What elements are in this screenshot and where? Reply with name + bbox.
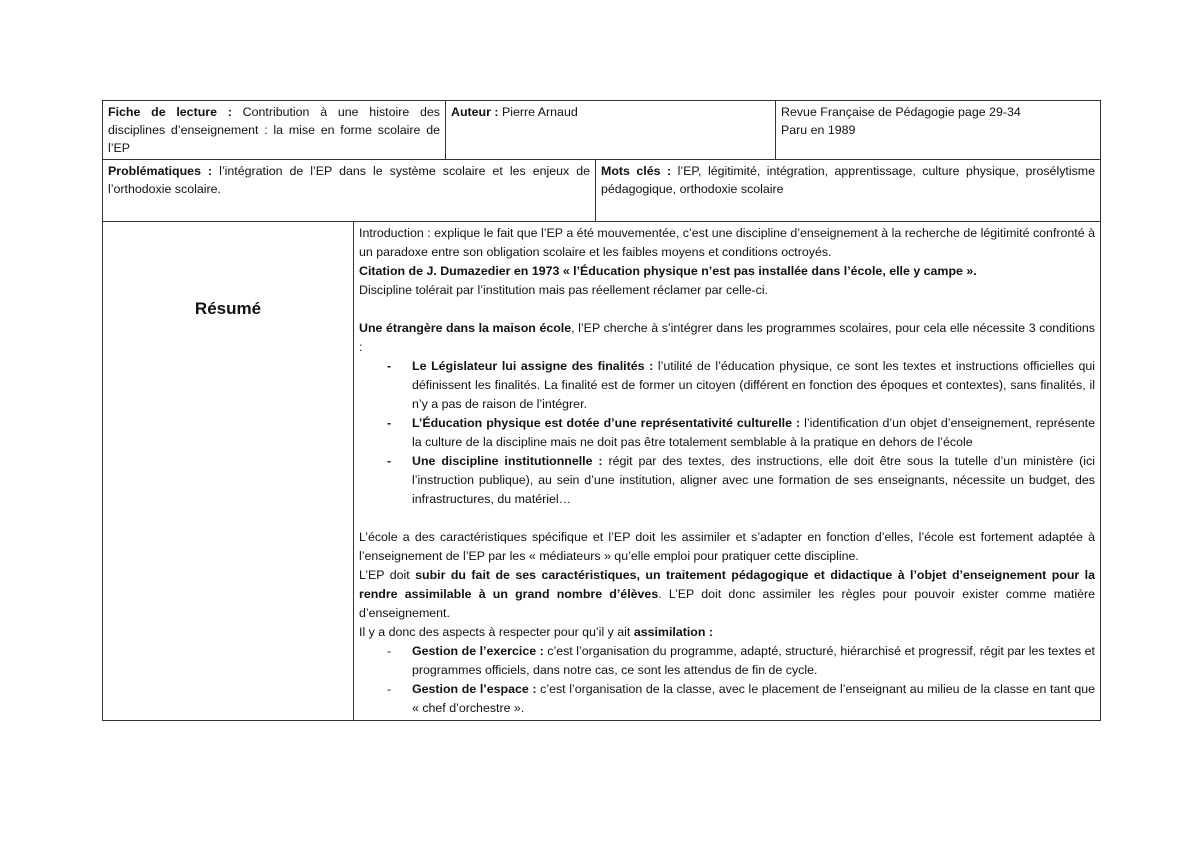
problematiques-text: l’intégration de l’EP dans le système scolaire et les enjeux de l’orthodoxie scolaire. [108, 164, 590, 196]
summary-row [103, 222, 1101, 721]
resume-label-cell [103, 222, 354, 721]
fiche-cell [103, 101, 446, 160]
discipline-text: Discipline tolérait par l’institution mais pas réellement réclamer par celle-ci. [359, 283, 769, 297]
header-row [103, 101, 1101, 160]
list-item [412, 357, 1095, 414]
reading-sheet-table [102, 100, 1101, 721]
aspect-heading: Gestion de l’exercice : [412, 644, 544, 658]
aspect-heading: Gestion de l’espace : [412, 682, 537, 696]
aspects-bold: assimilation : [633, 625, 713, 639]
etrangere-paragraph [359, 319, 1095, 357]
ecole-paragraph: L’école a des caractéristiques spécifique et l’EP doit les assimiler et s’adapter en fonction d’elles, l’école est fortement adaptée à l’enseignement de l’EP par les « médiateurs » qu’elle emploi pour pratiquer cette discipline. [359, 530, 1096, 563]
subir-bold: subir du fait de ses caractéristiques, un traitement pédagogique et didactique à l’objet d’enseignement pour la rendre assimilable à un grand nombre d’élèves [359, 568, 1096, 601]
list-item [412, 414, 1095, 452]
aspect-text: c’est l’organisation du programme, adapté, structuré, hiérarchisé et progressif, régit par les textes et programmes officiels, dans notre cas, ce sont les attendus de fin de cycle. [412, 644, 1095, 677]
fiche-text: Contribution à une histoire des disciplines d’enseignement : la mise en forme scolaire de l’EP [108, 105, 441, 155]
list-item [412, 680, 1095, 718]
citation-text: Citation de J. Dumazedier en 1973 « l’Éducation physique n’est pas installée dans l’école, elle y campe ». [359, 264, 977, 278]
condition-text: régit par des textes, des instructions, elle doit être sous la tutelle d’un ministère (ici l’instruction publique), au sein d’une institution, aligner avec une formation de ses enseignants, nécessite un budget, des infrastructures, du matériel… [412, 454, 1096, 506]
aspects-list [359, 642, 1095, 718]
motscles-cell [596, 160, 1101, 222]
auteur-cell [446, 101, 776, 160]
condition-heading: L’Éducation physique est dotée d’une représentativité culturelle : [412, 416, 801, 430]
problematics-row [103, 160, 1101, 222]
aspect-text: c’est l’organisation de la classe, avec le placement de l’enseignant au milieu de la classe en tant que « chef d’orchestre ». [412, 682, 1096, 715]
resume-title: Résumé [194, 299, 262, 318]
condition-heading: Une discipline institutionnelle : [412, 454, 603, 468]
auteur-label: Auteur : [451, 105, 499, 119]
aspects-paragraph [359, 623, 1095, 642]
subir-paragraph [359, 566, 1095, 623]
etrangere-text: , l’EP cherche à s’intégrer dans les programmes scolaires, pour cela elle nécessite 3 conditions : [359, 321, 1095, 354]
aspects-prefix: Il y a donc des aspects à respecter pour qu’il y ait [359, 625, 634, 639]
problematiques-label: Problématiques : [108, 164, 213, 178]
conditions-list [359, 357, 1095, 509]
condition-text: l’identification d’un objet d’enseignement, représente la culture de la discipline mais ne doit pas être totalement semblable à la pratique en dehors de l’école [412, 416, 1096, 449]
motscles-label: Mots clés : [601, 164, 672, 178]
etrangere-heading: Une étrangère dans la maison école [359, 321, 572, 335]
auteur-value: Pierre Arnaud [501, 105, 578, 119]
condition-heading: Le Législateur lui assigne des finalités : [412, 359, 654, 373]
list-item [412, 452, 1095, 509]
condition-text: l’utilité de l’éducation physique, ce sont les textes et instructions officielles qui définissent les finalités. La finalité est de former un citoyen (différent en fonction des époques et contextes), sans finalités, il n’y a pas de raison de l’intégrer. [412, 359, 1096, 411]
problematiques-cell [103, 160, 596, 222]
list-item [412, 642, 1095, 680]
summary-cell [354, 222, 1101, 721]
reading-sheet [102, 100, 1100, 721]
motscles-text: l’EP, légitimité, intégration, apprentissage, culture physique, prosélytisme pédagogique, orthodoxie scolaire [601, 164, 1096, 196]
intro-paragraph: Introduction : explique le fait que l’EP a été mouvementée, c’est une discipline d’enseignement à la recherche de légitimité confronté à un paradoxe entre son obligation scolaire et les faibles moyens et conditions octroyés. [359, 226, 1096, 259]
revue-line2: Paru en 1989 [781, 123, 856, 137]
revue-cell [776, 101, 1101, 160]
subir-prefix: L’EP doit [359, 568, 416, 582]
subir-suffix: . L’EP doit donc assimiler les règles pour pouvoir exister comme matière d’enseignement. [359, 587, 1096, 620]
fiche-label: Fiche de lecture : [108, 105, 232, 119]
revue-line1: Revue Française de Pédagogie page 29-34 [781, 105, 1021, 119]
